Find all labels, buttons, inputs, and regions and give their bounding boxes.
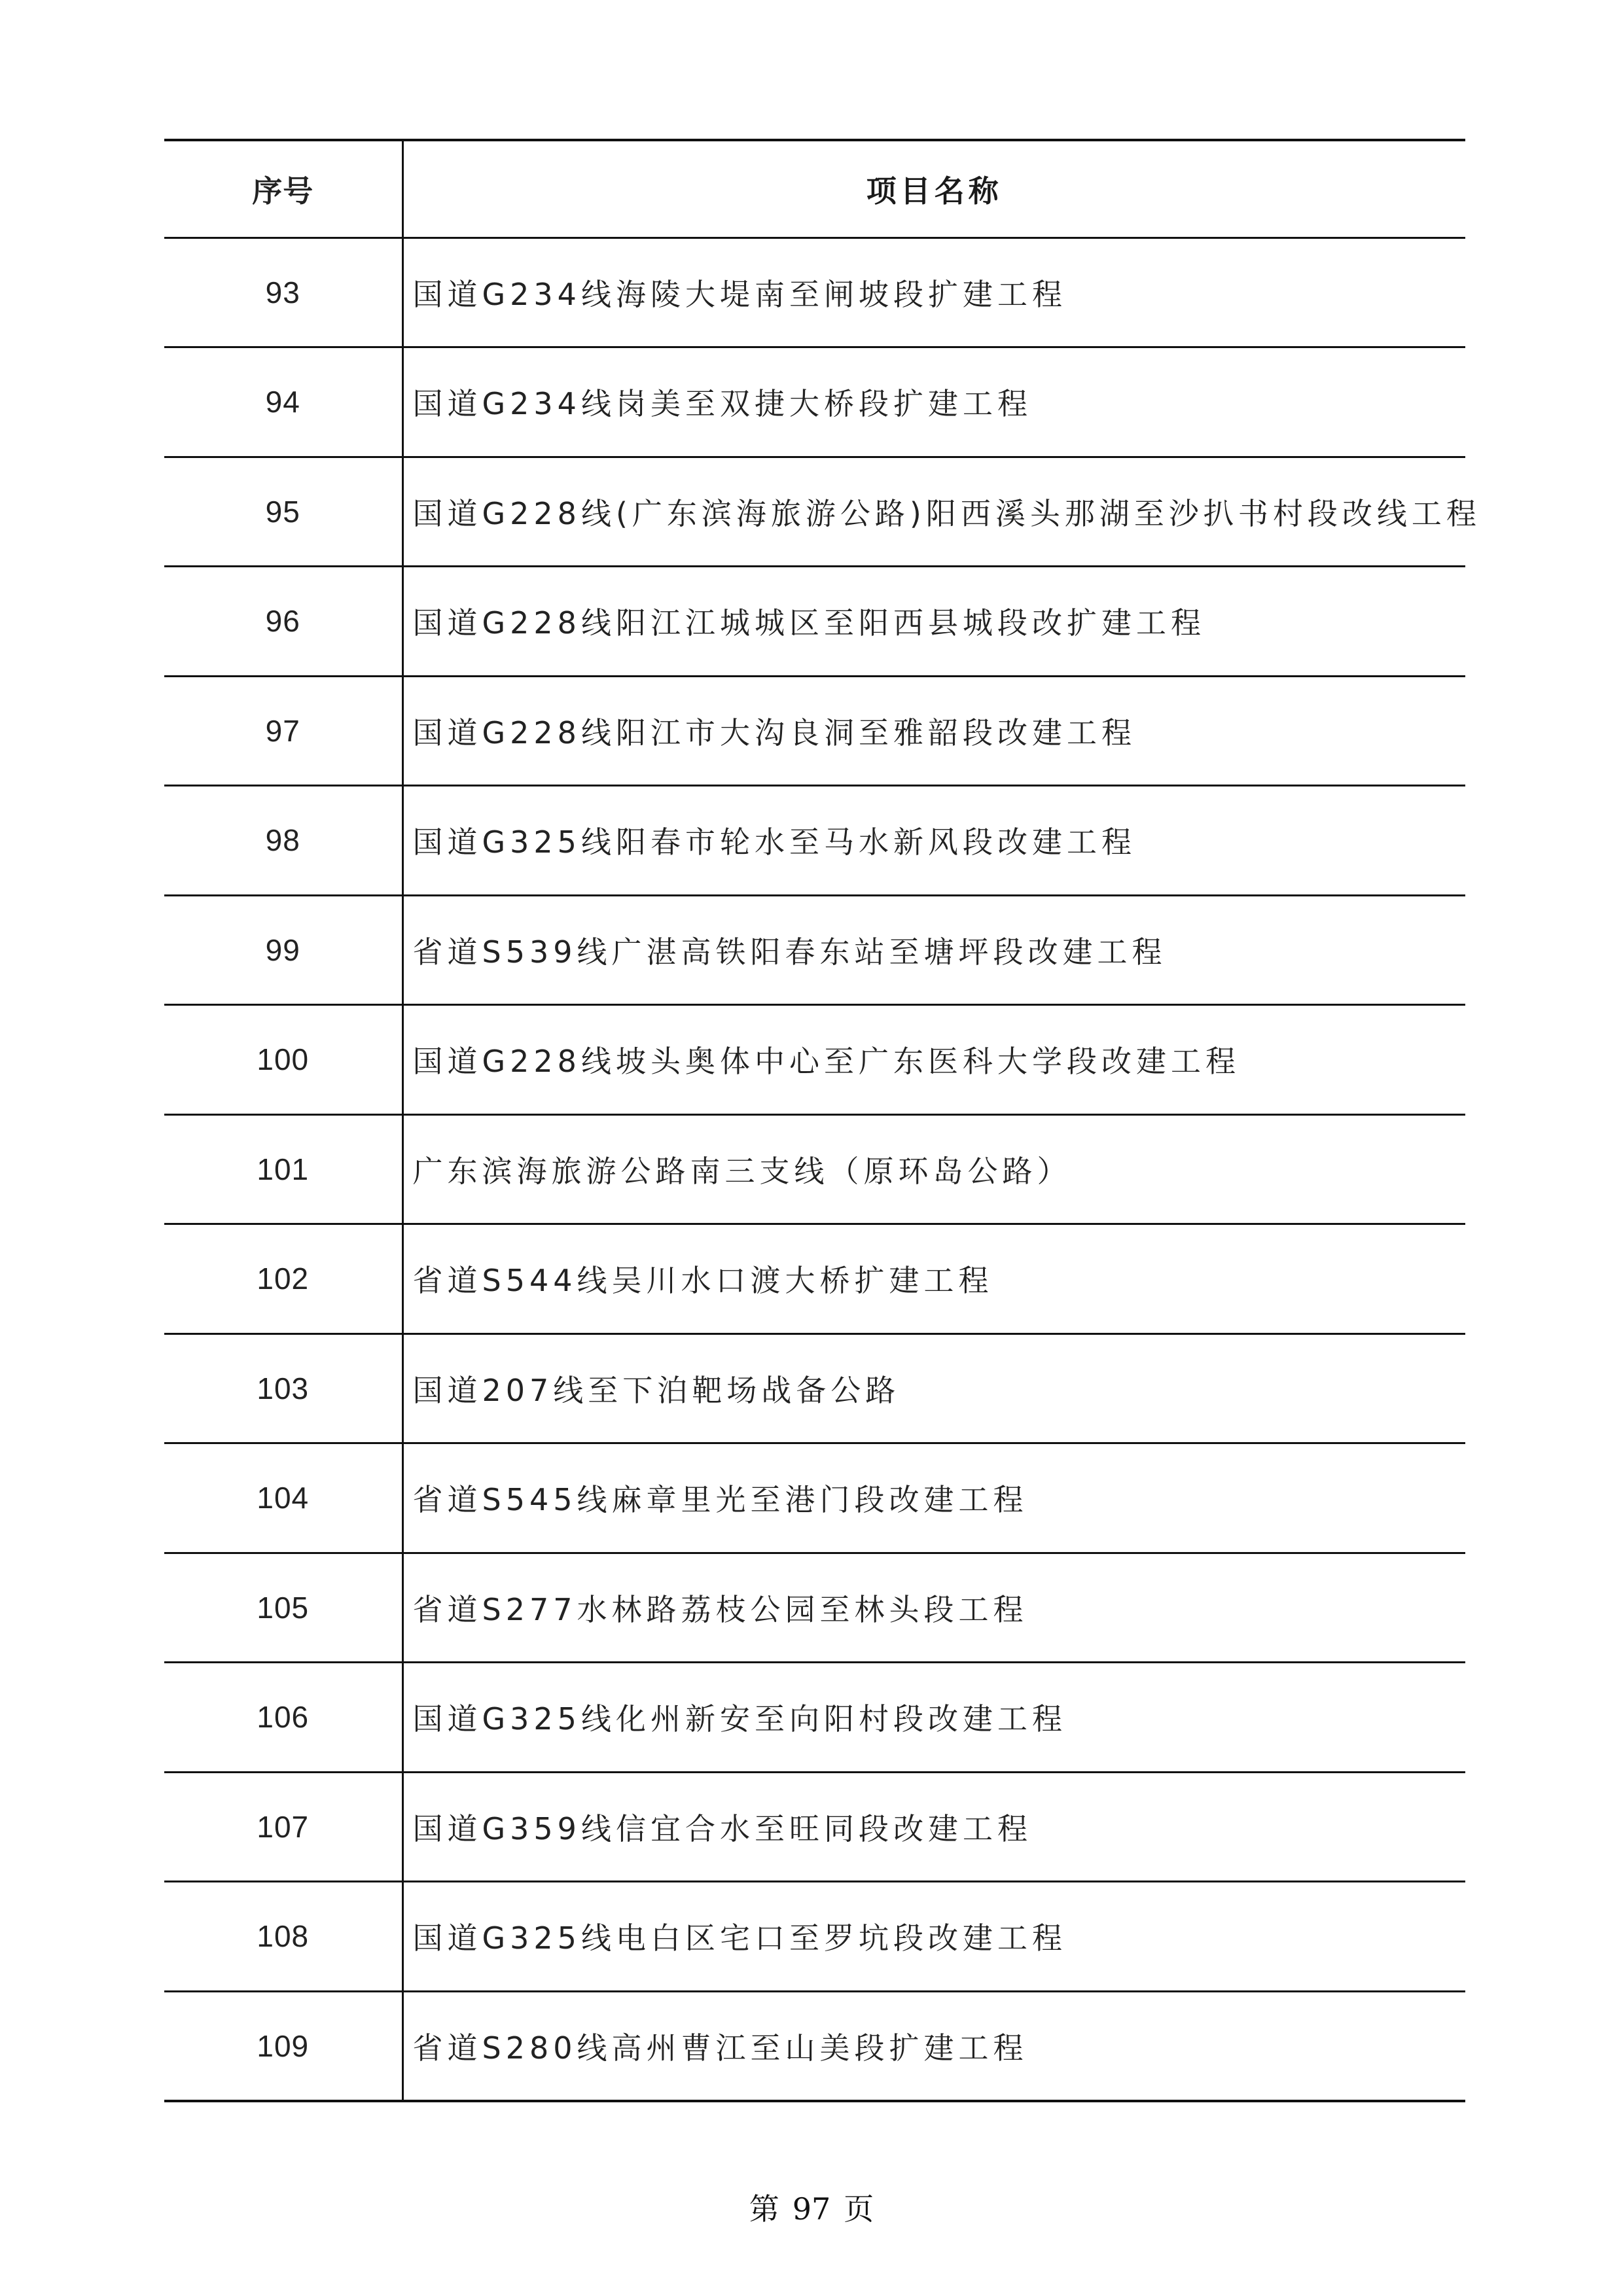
table-row [164, 1991, 1465, 2101]
row-number: 105 [164, 1553, 402, 1663]
row-number: 104 [164, 1443, 402, 1553]
footer-page-number: 97 [792, 2191, 831, 2227]
footer-suffix: 页 [844, 2191, 874, 2227]
row-project-name: 国道G234线岗美至双捷大桥段扩建工程 [402, 347, 1465, 457]
row-project-name: 国道G325线电白区宅口至罗坑段改建工程 [402, 1882, 1465, 1992]
row-project-name: 省道S539线广湛高铁阳春东站至塘坪段改建工程 [402, 895, 1465, 1005]
row-number: 107 [164, 1772, 402, 1882]
row-project-name: 国道G228线(广东滨海旅游公路)阳西溪头那湖至沙扒书村段改线工程 [402, 457, 1465, 567]
table-row [164, 895, 1465, 1005]
row-number: 98 [164, 786, 402, 896]
table-header-row [164, 140, 1465, 238]
table-row [164, 1882, 1465, 1992]
row-number: 97 [164, 676, 402, 786]
table-row [164, 1333, 1465, 1443]
row-project-name: 国道G228线坡头奥体中心至广东医科大学段改建工程 [402, 1005, 1465, 1115]
row-project-name: 国道G234线海陵大堤南至闸坡段扩建工程 [402, 238, 1465, 347]
row-number: 101 [164, 1114, 402, 1224]
row-number: 109 [164, 1991, 402, 2101]
row-project-name: 国道G325线化州新安至向阳村段改建工程 [402, 1663, 1465, 1773]
row-number: 95 [164, 457, 402, 567]
table-row [164, 1663, 1465, 1773]
project-table [164, 139, 1481, 2102]
row-project-name: 省道S280线高州曹江至山美段扩建工程 [402, 1991, 1465, 2101]
table-row [164, 1772, 1465, 1882]
table-row [164, 676, 1465, 786]
table-row [164, 238, 1465, 347]
row-project-name: 国道G228线阳江江城城区至阳西县城段改扩建工程 [402, 567, 1465, 677]
footer-prefix: 第 [749, 2191, 779, 2227]
row-project-name: 省道S545线麻章里光至港门段改建工程 [402, 1443, 1465, 1553]
row-project-name: 省道S544线吴川水口渡大桥扩建工程 [402, 1224, 1465, 1334]
table-body [164, 238, 1481, 2101]
row-number: 96 [164, 567, 402, 677]
table-row [164, 786, 1465, 896]
row-number: 94 [164, 347, 402, 457]
row-number: 102 [164, 1224, 402, 1334]
row-project-name: 广东滨海旅游公路南三支线（原环岛公路） [402, 1114, 1465, 1224]
table-row [164, 457, 1465, 567]
table-row [164, 1443, 1465, 1553]
row-number: 108 [164, 1882, 402, 1992]
row-number: 99 [164, 895, 402, 1005]
row-number: 100 [164, 1005, 402, 1115]
table-row [164, 1005, 1465, 1115]
row-project-name: 国道G325线阳春市轮水至马水新风段改建工程 [402, 786, 1465, 896]
row-project-name: 省道S277水林路荔枝公园至林头段工程 [402, 1553, 1465, 1663]
page-footer [0, 2185, 1623, 2229]
header-project-name: 项目名称 [402, 140, 1465, 238]
table-row [164, 347, 1465, 457]
row-project-name: 国道G228线阳江市大沟良洞至雅韶段改建工程 [402, 676, 1465, 786]
table-row [164, 1114, 1465, 1224]
row-number: 106 [164, 1663, 402, 1773]
header-number: 序号 [164, 140, 402, 238]
row-project-name: 国道G359线信宜合水至旺同段改建工程 [402, 1772, 1465, 1882]
row-project-name: 国道207线至下泊靶场战备公路 [402, 1333, 1465, 1443]
row-number: 93 [164, 238, 402, 347]
row-number: 103 [164, 1333, 402, 1443]
table-row [164, 567, 1465, 677]
table-row [164, 1553, 1465, 1663]
table-row [164, 1224, 1465, 1334]
